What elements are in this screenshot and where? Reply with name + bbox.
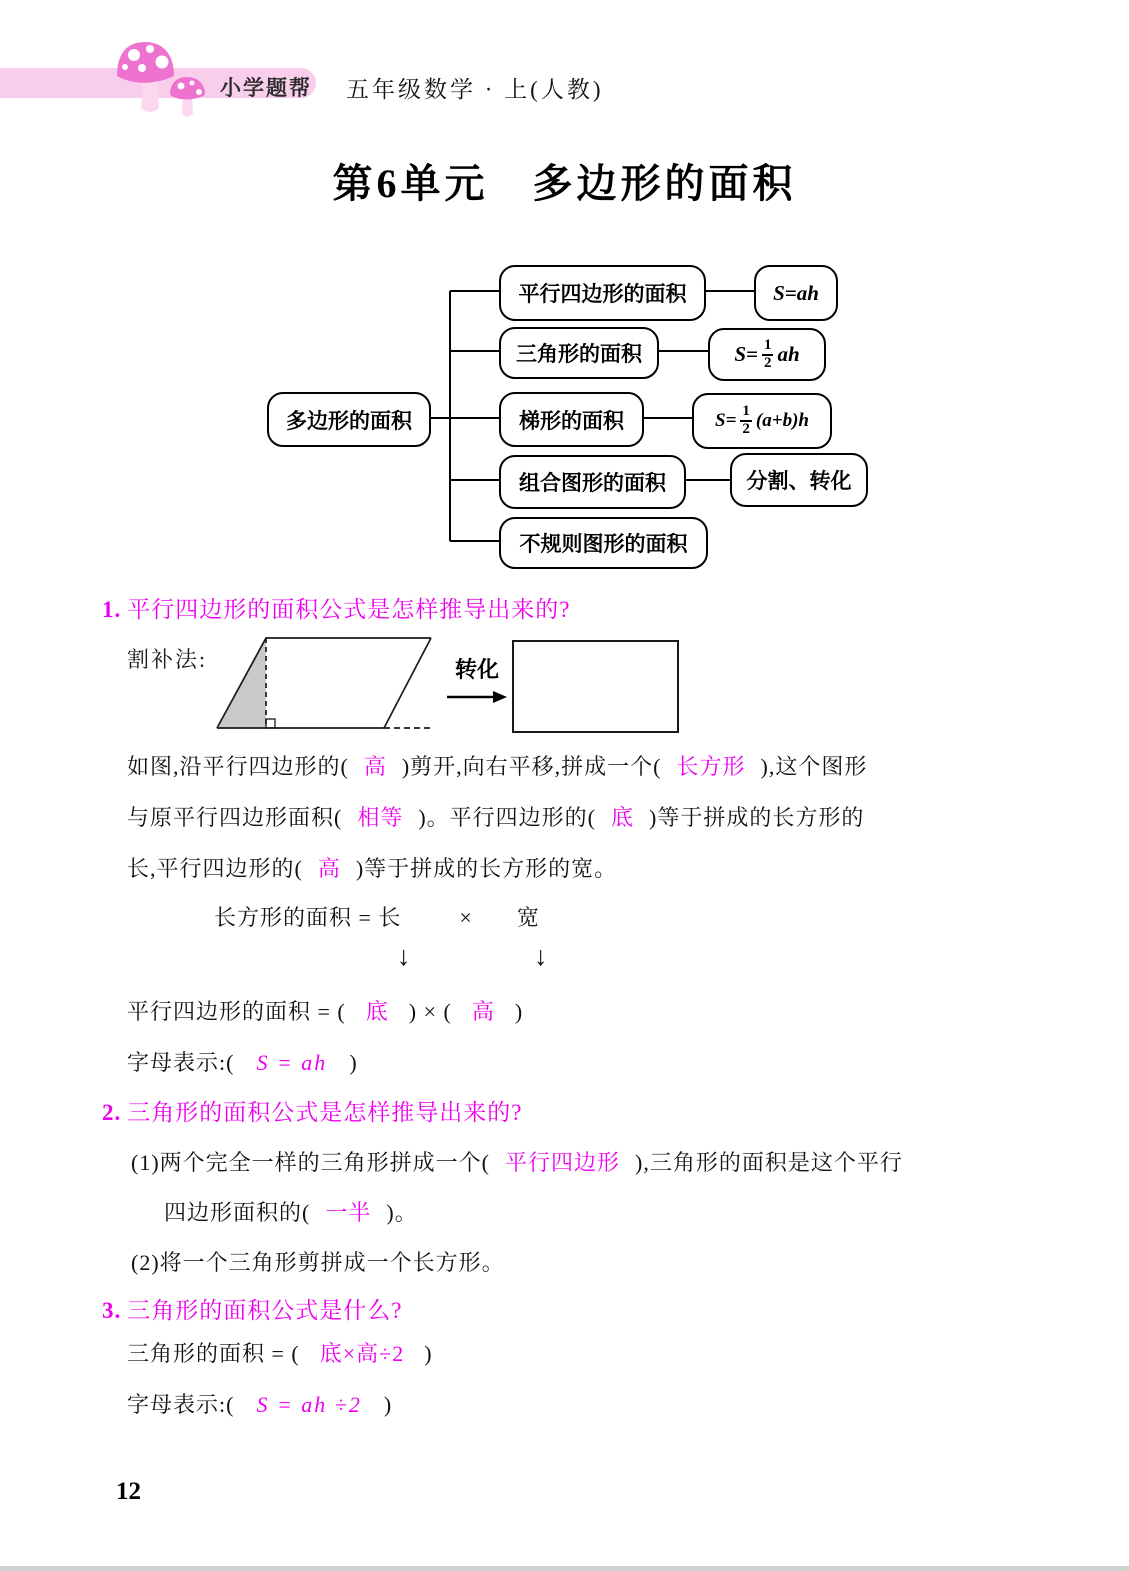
q1-para-line2 [127, 801, 864, 832]
answer-s-equals-ah: S = ah [256, 1050, 328, 1075]
text-segment: 字母表示:( [127, 1050, 235, 1075]
node-polygon-area: 多边形的面积 [267, 392, 431, 447]
q3-letter-formula-line [127, 1388, 392, 1419]
mushroom-logo-icon [112, 38, 217, 125]
node-irregular-area: 不规则图形的面积 [499, 517, 708, 569]
formula-suffix: ah [777, 342, 800, 366]
q1-para-line3 [127, 852, 617, 883]
text-segment: ) [383, 1392, 393, 1417]
fraction-one-half: $\frac{1}{2}$ [763, 336, 772, 371]
fraction-one-half: $\frac{1}{2}$ [742, 403, 750, 437]
text-segment: ) [349, 1050, 358, 1075]
rectangle-area-equation [214, 901, 540, 932]
q2-item2: (2)将一个三角形剪拼成一个长方形。 [131, 1250, 505, 1275]
text-segment: )。平行四边形的( [418, 805, 596, 830]
answer-s-equals-ah-div2: S = ah ÷2 [256, 1392, 362, 1417]
cut-fill-method-label: 割补法: [127, 647, 208, 672]
text-segment: 如图,沿平行四边形的( [127, 754, 349, 779]
letter-formula-line [127, 1046, 358, 1077]
answer-equal: 相等 [357, 805, 404, 830]
text-segment: ) × ( [408, 999, 452, 1024]
question-2-number: 2. [102, 1100, 122, 1125]
q2-item1-line2 [164, 1196, 418, 1227]
answer-height: 高 [471, 999, 495, 1024]
transform-label: 转化 [454, 657, 499, 682]
transform-arrow-block [446, 653, 508, 710]
unit-title: 第6单元 多边形的面积 [332, 161, 797, 206]
text-segment: )。 [386, 1200, 418, 1225]
node-trapezoid-area: 梯形的面积 [499, 392, 644, 447]
text-segment: )等于拼成的长方形的宽。 [355, 856, 618, 881]
multiply-sign: × [459, 905, 473, 930]
question-1-number: 1. [102, 597, 122, 622]
answer-base: 底 [611, 805, 635, 830]
text-segment: 字母表示:( [127, 1392, 235, 1417]
brand-label: 小学题帮 [220, 77, 312, 100]
question-1-heading [102, 591, 570, 624]
question-3-text: 三角形的面积公式是什么? [127, 1298, 403, 1323]
text-segment: )等于拼成的长方形的 [649, 805, 865, 830]
page-bottom-edge [0, 1566, 1129, 1571]
right-arrow-icon [447, 690, 507, 704]
concept-map [265, 258, 875, 578]
text-segment: 三角形的面积 = ( [127, 1341, 300, 1366]
down-arrow-icon: ↓ [397, 941, 411, 971]
question-2-heading [102, 1094, 522, 1127]
formula-parallelogram: S=ah [754, 265, 838, 321]
text-segment: ) [514, 999, 524, 1024]
question-3-heading [102, 1292, 402, 1325]
parallelogram-area-equation [127, 995, 523, 1026]
text-segment: )剪开,向右平移,拼成一个( [401, 754, 662, 779]
question-1-text: 平行四边形的面积公式是怎样推导出来的? [127, 597, 571, 622]
text-segment: 与原平行四边形面积( [127, 805, 343, 830]
q1-para-line1 [127, 750, 867, 781]
question-2-text: 三角形的面积公式是怎样推导出来的? [127, 1100, 523, 1125]
answer-half: 一半 [325, 1200, 372, 1225]
text-segment: ),三角形的面积是这个平行 [635, 1150, 903, 1175]
formula-prefix: S= [715, 410, 737, 431]
answer-rectangle: 长方形 [676, 754, 746, 779]
formula-prefix: S= [734, 342, 758, 366]
node-parallelogram-area: 平行四边形的面积 [499, 265, 706, 321]
q2-item1-line1 [131, 1146, 903, 1177]
note-split-transform: 分割、转化 [730, 453, 868, 507]
answer-base: 底 [365, 999, 389, 1024]
answer-parallelogram: 平行四边形 [504, 1150, 620, 1175]
page-number: 12 [116, 1478, 141, 1505]
text-segment: ),这个图形 [760, 754, 868, 779]
question-3-number: 3. [102, 1298, 122, 1323]
answer-height: 高 [363, 754, 387, 779]
width-label: 宽 [516, 905, 540, 930]
answer-height: 高 [317, 856, 341, 881]
text-segment: 四边形面积的( [164, 1200, 311, 1225]
formula-trapezoid [692, 393, 832, 449]
formula-suffix: (a+b)h [755, 410, 809, 431]
text-segment: 长方形的面积 = 长 [214, 905, 402, 930]
node-triangle-area: 三角形的面积 [499, 327, 659, 379]
result-rectangle [512, 640, 679, 733]
parallelogram-figure [205, 633, 439, 738]
edition-label: 五年级数学 · 上(人教) [346, 77, 604, 102]
formula-triangle [708, 328, 826, 381]
node-composite-area: 组合图形的面积 [499, 455, 686, 509]
text-segment: 长,平行四边形的( [127, 856, 303, 881]
q3-formula-line [127, 1337, 433, 1368]
down-arrow-icon: ↓ [534, 941, 548, 971]
answer-base-times-height-div2: 底×高÷2 [319, 1341, 405, 1366]
text-segment: ) [424, 1341, 433, 1366]
text-segment: (1)两个完全一样的三角形拼成一个( [131, 1150, 490, 1175]
text-segment: 平行四边形的面积 = ( [127, 999, 346, 1024]
